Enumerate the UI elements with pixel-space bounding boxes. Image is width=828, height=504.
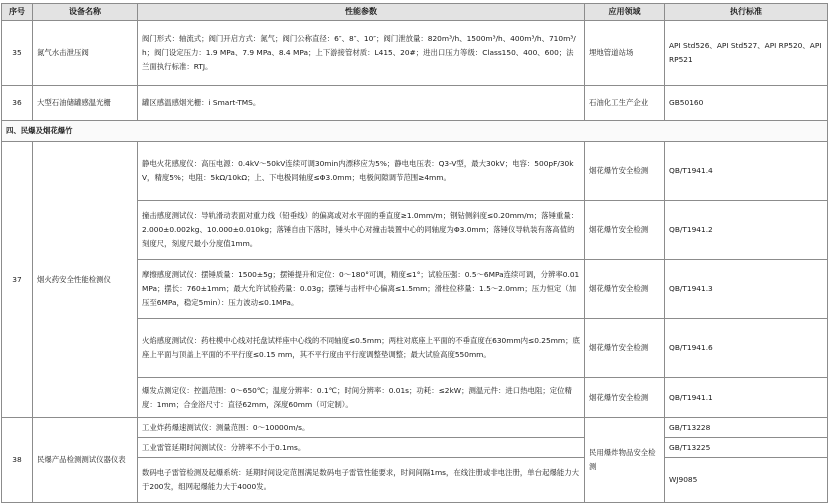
- table-row: [2, 418, 828, 438]
- section-row: [2, 121, 828, 142]
- application-field: 埋地管道站场: [585, 21, 665, 86]
- standard: QB/T1941.4: [665, 142, 828, 201]
- performance-params: 静电火花感度仪：高压电源：0.4kV～50kV连续可调30min内漂移应为5%；静电电压表：Q3-V型，最大30kV；电容：500pF/30kV，精度5%；电阻：5kΩ/10kΩ；上、下电极同轴度≤Φ3.0mm；电极间隙调节范围≥4mm。: [138, 142, 585, 201]
- device-name: 烟火药安全性能检测仪: [33, 142, 138, 418]
- row-index: 36: [2, 85, 33, 121]
- standard: GB50160: [665, 85, 828, 121]
- performance-params: 工业雷管延期时间测试仪：分辨率不小于0.1ms。: [138, 438, 585, 458]
- application-field: 烟花爆竹安全检测: [585, 260, 665, 319]
- performance-params: 火焰感度测试仪：药柱模中心线对托盘试样座中心线的不同轴度≤0.5mm；两柱对底座上平面的不垂直度在630mm内≤0.25mm；底座上平面与顶盖上平面的不平行度≤0.15 mm，其不平行度由平行度调整垫调整；最大试验高度550mm。: [138, 319, 585, 378]
- application-field: 烟花爆竹安全检测: [585, 201, 665, 260]
- standard: GB/T13228: [665, 418, 828, 438]
- device-name: 氮气水击泄压阀: [33, 21, 138, 86]
- equipment-spec-table: [1, 3, 828, 503]
- standard: QB/T1941.3: [665, 260, 828, 319]
- performance-params: 罐区感温感烟光栅：i Smart-TMS。: [138, 85, 585, 121]
- standard: QB/T1941.1: [665, 378, 828, 418]
- standard: QB/T1941.6: [665, 319, 828, 378]
- table-row: [2, 21, 828, 86]
- application-field: 民用爆炸物品安全检测: [585, 418, 665, 503]
- performance-params: 爆发点测定仪：控温范围：0～650℃；温度分辨率：0.1℃；时间分辨率：0.01s；功耗：≤2kW；测温元件：进口热电阻；定位精度：1mm；合金浴尺寸：直径62mm，深度60mm（可定制）。: [138, 378, 585, 418]
- header-standard: 执行标准: [665, 4, 828, 21]
- table-row: [2, 85, 828, 121]
- table-header-row: [2, 4, 828, 21]
- header-device-name: 设备名称: [33, 4, 138, 21]
- device-name: 大型石油储罐感温光栅: [33, 85, 138, 121]
- header-application-field: 应用领域: [585, 4, 665, 21]
- row-index: 38: [2, 418, 33, 503]
- application-field: 烟花爆竹安全检测: [585, 378, 665, 418]
- header-index: 序号: [2, 4, 33, 21]
- standard: API Std526、API Std527、API RP520、API RP521: [665, 21, 828, 86]
- application-field: 烟花爆竹安全检测: [585, 142, 665, 201]
- application-field: 烟花爆竹安全检测: [585, 319, 665, 378]
- row-index: 37: [2, 142, 33, 418]
- standard: WJ9085: [665, 458, 828, 503]
- performance-params: 数码电子雷管检测及起爆系统：延期时间设定范围满足数码电子雷管性能要求，时间间隔1ms，在线注册或非电注册，单台起爆能力大于200发，组网起爆能力大于4000发。: [138, 458, 585, 503]
- performance-params: 工业炸药爆速测试仪：测量范围：0～10000m/s。: [138, 418, 585, 438]
- application-field: 石油化工生产企业: [585, 85, 665, 121]
- standard: QB/T1941.2: [665, 201, 828, 260]
- device-name: 民爆产品检测测试仪器仪表: [33, 418, 138, 503]
- header-performance-params: 性能参数: [138, 4, 585, 21]
- section-title: 四、民爆及烟花爆竹: [2, 121, 828, 142]
- standard: GB/T13225: [665, 438, 828, 458]
- performance-params: 撞击感度测试仪：导轨滑动表面对重力线（铅垂线）的偏离或对水平面的垂直度≥1.0mm/m；钢钻侧斜度≤0.20mm/m；落锤重量：2.000±0.002kg、10.000±0.010kg；落锤自由下落时，锤头中心对撞击装置中心的同轴度为Φ3.0mm；落锤仪导轨装有落高值的刻度尺，刻度尺最小分度值1mm。: [138, 201, 585, 260]
- row-index: 35: [2, 21, 33, 86]
- performance-params: 阀门形式：轴流式；阀门开启方式：氮气；阀门公称直径：6″、8″、10″；阀门泄放量：820m³/h、1500m³/h、400m³/h、710m³/h；阀门设定压力：1.9 MPa、7.9 MPa、8.4 MPa；上下游接管材质：L415、20#；进出口压力等级：Class150、400、600；法兰面执行标准：RTJ。: [138, 21, 585, 86]
- table-row: [2, 142, 828, 201]
- performance-params: 摩擦感度测试仪：摆锤质量：1500±5g；摆锤提升和定位：0～180°可调，精度≤1°；试验压强：0.5～6MPa连续可调，分辨率0.01MPa；摆长：760±1mm；最大允许试验药量：0.03g；摆锤与击杆中心偏离≤1.5mm；滑柱位移量：1.5～2.0mm；压力恒定（加压至6MPa，稳定5min）：压力波动≤0.1MPa。: [138, 260, 585, 319]
